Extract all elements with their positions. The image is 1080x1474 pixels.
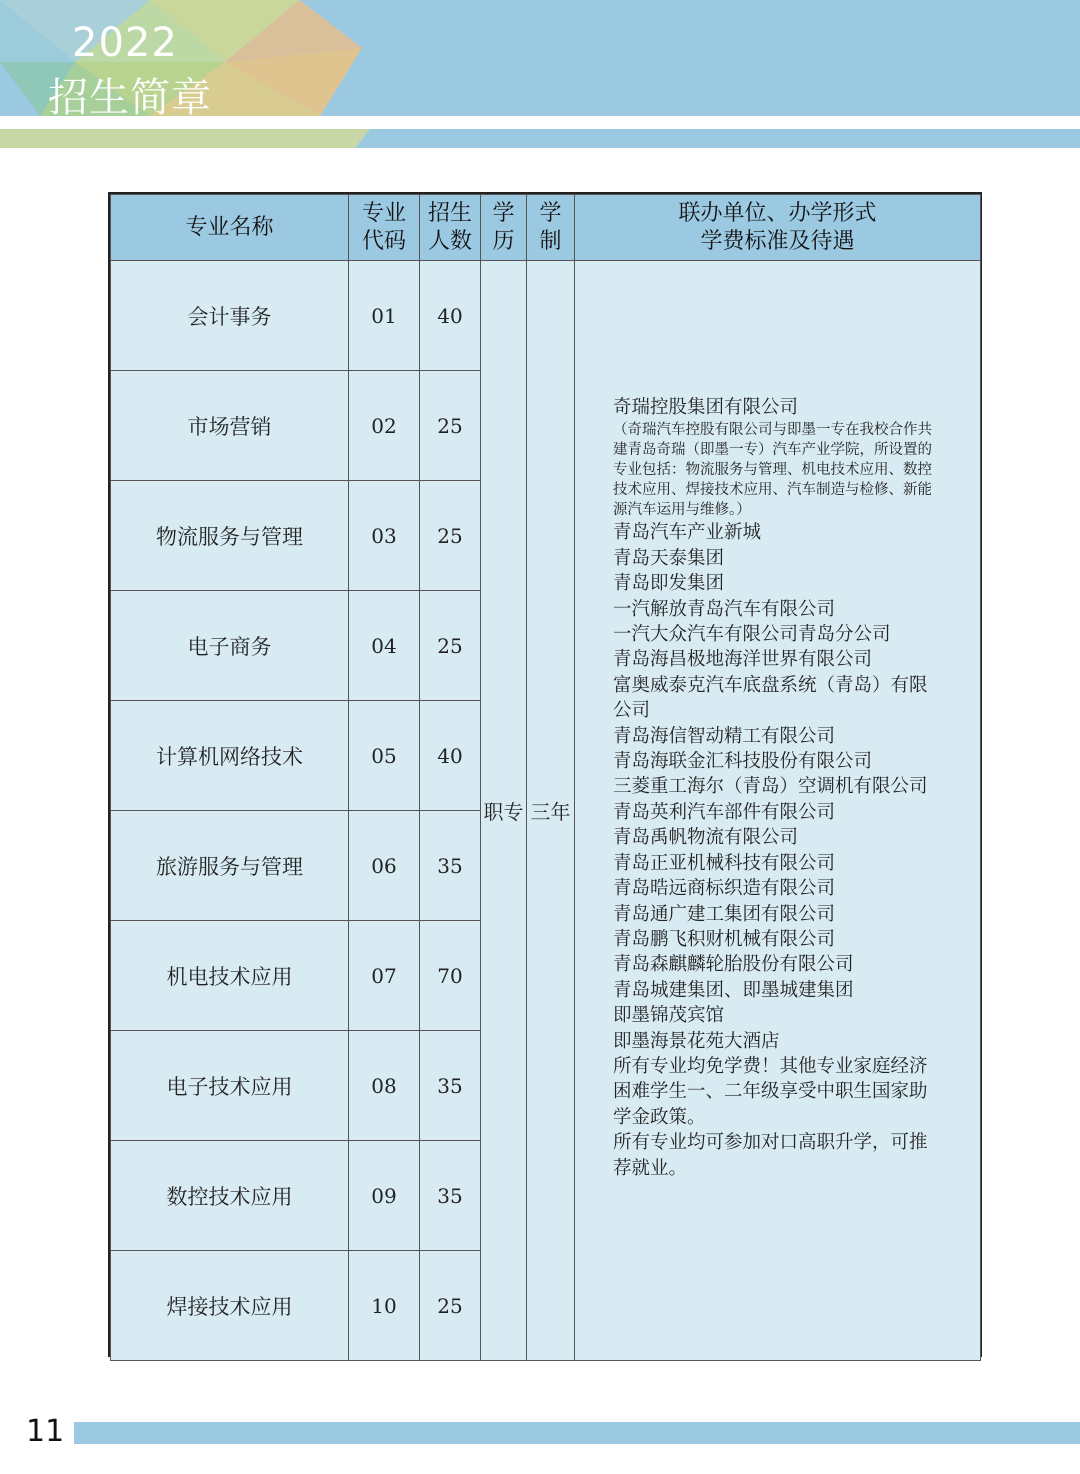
brochure-title: 招生简章 [48,75,212,121]
policy-tuition: 所有专业均免学费！其他专业家庭经济困难学生一、二年级享受中职生国家助学金政策。 [613,1055,928,1128]
partner-item: 即墨锦茂宾馆 [613,1005,725,1027]
page-header [0,0,1080,150]
major-name: 数控技术应用 [111,1141,349,1251]
partner-item: 青岛即发集团 [613,573,725,595]
major-code: 02 [349,371,420,481]
partners-cell [575,261,981,1361]
partner-item: 一汽大众汽车有限公司青岛分公司 [613,624,891,646]
enrollment-count: 25 [420,371,481,481]
major-name: 计算机网络技术 [111,701,349,811]
major-name: 焊接技术应用 [111,1251,349,1361]
header-enrollment [420,195,481,261]
major-code: 05 [349,701,420,811]
header-education [481,195,527,261]
header-code-line1: 专业 [361,200,406,226]
major-name: 旅游服务与管理 [111,811,349,921]
header-partners [575,195,981,261]
header-duration [527,195,575,261]
major-code: 09 [349,1141,420,1251]
partner-item: 青岛晧远商标织造有限公司 [613,878,836,900]
partner-item: 即墨海景花苑大酒店 [613,1030,780,1052]
partner-item: 青岛汽车产业新城 [613,522,762,544]
enrollment-count: 35 [420,1141,481,1251]
partner-item: 青岛海信智动精工有限公司 [613,725,836,747]
table-header-row [111,195,981,261]
admissions-table [108,192,982,1357]
education-level: 职专 [481,261,527,1361]
major-code: 08 [349,1031,420,1141]
enrollment-count: 25 [420,481,481,591]
major-code: 06 [349,811,420,921]
major-name: 电子商务 [111,591,349,701]
partner-item: 青岛英利汽车部件有限公司 [613,801,836,823]
header-code-line2: 代码 [361,228,406,254]
major-code: 10 [349,1251,420,1361]
partner-item: 青岛森麒麟轮胎股份有限公司 [613,954,854,976]
header-edu-line1: 学 [492,200,515,226]
partners-note: （奇瑞汽车控股有限公司与即墨一专在我校合作共建青岛奇瑞（即墨一专）汽车产业学院，所设置的专业包括：物流服务与管理、机电技术应用、数控技术应用、焊接技术应用、汽车制造与检修、新能源汽车运用与维修。） [613,422,932,519]
enrollment-count: 35 [420,811,481,921]
enrollment-count: 70 [420,921,481,1031]
major-name: 会计事务 [111,261,349,371]
enrollment-count: 35 [420,1031,481,1141]
enrollment-count: 40 [420,261,481,371]
enrollment-count: 40 [420,701,481,811]
enrollment-count: 25 [420,591,481,701]
header-major-name: 专业名称 [111,195,349,261]
partner-item: 青岛禹帆物流有限公司 [613,827,799,849]
major-code: 01 [349,261,420,371]
year-label: 2022 [72,20,178,66]
partner-item: 一汽解放青岛汽车有限公司 [613,598,836,620]
enrollment-count: 25 [420,1251,481,1361]
major-name: 市场营销 [111,371,349,481]
major-name: 电子技术应用 [111,1031,349,1141]
partner-item: 青岛鹏飞积财机械有限公司 [613,928,836,950]
partners-intro: 奇瑞控股集团有限公司 [613,397,799,418]
table-row [111,261,981,371]
header-sys-line1: 学 [539,200,562,226]
major-code: 03 [349,481,420,591]
page-number: 11 [26,1414,65,1449]
footer-bar [0,1422,1080,1444]
partner-item: 青岛天泰集团 [613,547,725,569]
header-sys-line2: 制 [539,228,562,254]
partner-item: 富奥威泰克汽车底盘系统（青岛）有限公司 [613,674,928,722]
partner-item: 青岛海联金汇科技股份有限公司 [613,751,873,773]
major-code: 04 [349,591,420,701]
header-count-line2: 人数 [427,228,472,254]
partner-item: 青岛城建集团、即墨城建集团 [613,979,854,1001]
study-duration: 三年 [527,261,575,1361]
major-name: 机电技术应用 [111,921,349,1031]
partner-item: 三菱重工海尔（青岛）空调机有限公司 [613,776,928,798]
header-info-line1: 联办单位、办学形式 [678,200,877,226]
partner-item: 青岛通广建工集团有限公司 [613,903,836,925]
header-info-line2: 学费标准及待遇 [700,228,855,254]
header-major-code [349,195,420,261]
policy-advancement: 所有专业均可参加对口高职升学，可推荐就业。 [613,1132,928,1179]
partner-item: 青岛海昌极地海洋世界有限公司 [613,649,873,671]
header-edu-line2: 历 [492,228,515,254]
partner-item: 青岛正亚机械科技有限公司 [613,852,836,874]
header-count-line1: 招生 [427,200,472,226]
major-name: 物流服务与管理 [111,481,349,591]
major-code: 07 [349,921,420,1031]
